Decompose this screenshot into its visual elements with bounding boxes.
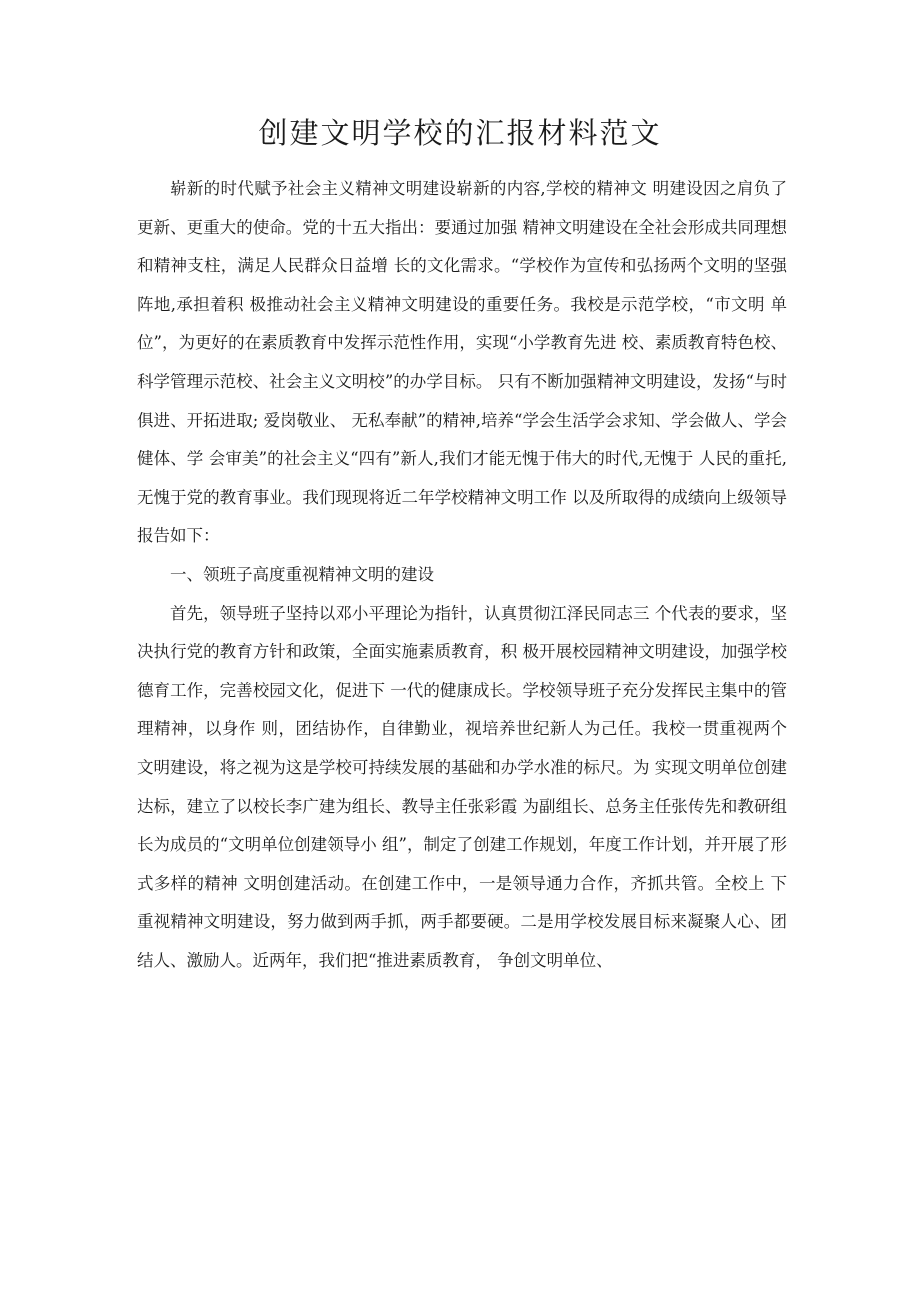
- document-title: 创建文明学校的汇报材料范文: [258, 116, 662, 150]
- section-paragraph: 首先，领导班子坚持以邓小平理论为指针，认真贯彻江泽民同志三 个代表的要求，坚决执行党的教育方针和政策，全面实施素质教育，积 极开展校园精神文明建设，加强学校德育工作，完善校园文化，促进下 一代的健康成长。学校领导班子充分发挥民主集中的管理精神，以身作 则，团结协作，自律勤业，视培养世纪新人为己任。我校一贯重视两个 文明建设，将之视为这是学校可持续发展的基础和办学水准的标尺。为 实现文明单位创建达标，建立了以校长李广建为组长、教导主任张彩霞 为副组长、总务主任张传先和教研组长为成员的“文明单位创建领导小 组”，制定了创建工作规划，年度工作计划，并开展了形式多样的精神 文明创建活动。在创建工作中，一是领导通力合作，齐抓共管。全校上 下重视精神文明建设，努力做到两手抓，两手都要硬。二是用学校发展目标来凝聚人心、团结人、激励人。近两年，我们把“推进素质教育， 争创文明单位、: [137, 603, 787, 970]
- section-heading: 一、领班子高度重视精神文明的建设: [170, 564, 434, 584]
- document-body: [137, 170, 787, 980]
- intro-paragraph: 崭新的时代赋予社会主义精神文明建设崭新的内容,学校的精神文 明建设因之肩负了更新、更重大的使命。党的十五大指出：要通过加强 精神文明建设在全社会形成共同理想和精神支柱，满足人民群众日益增 长的文化需求。“学校作为宣传和弘扬两个文明的坚强阵地,承担着积 极推动社会主义精神文明建设的重要任务。我校是示范学校，“市文明 单位”，为更好的在素质教育中发挥示范性作用，实现“小学教育先进 校、素质教育特色校、科学管理示范校、社会主义文明校”的办学目标。 只有不断加强精神文明建设，发扬“与时俱进、开拓进取; 爱岗敬业、 无私奉献”的精神,培养“学会生活学会求知、学会做人、学会健体、学 会审美”的社会主义“四有”新人,我们才能无愧于伟大的时代,无愧于 人民的重托,无愧于党的教育事业。我们现现将近二年学校精神文明工作 以及所取得的成绩向上级领导报告如下：: [137, 179, 787, 546]
